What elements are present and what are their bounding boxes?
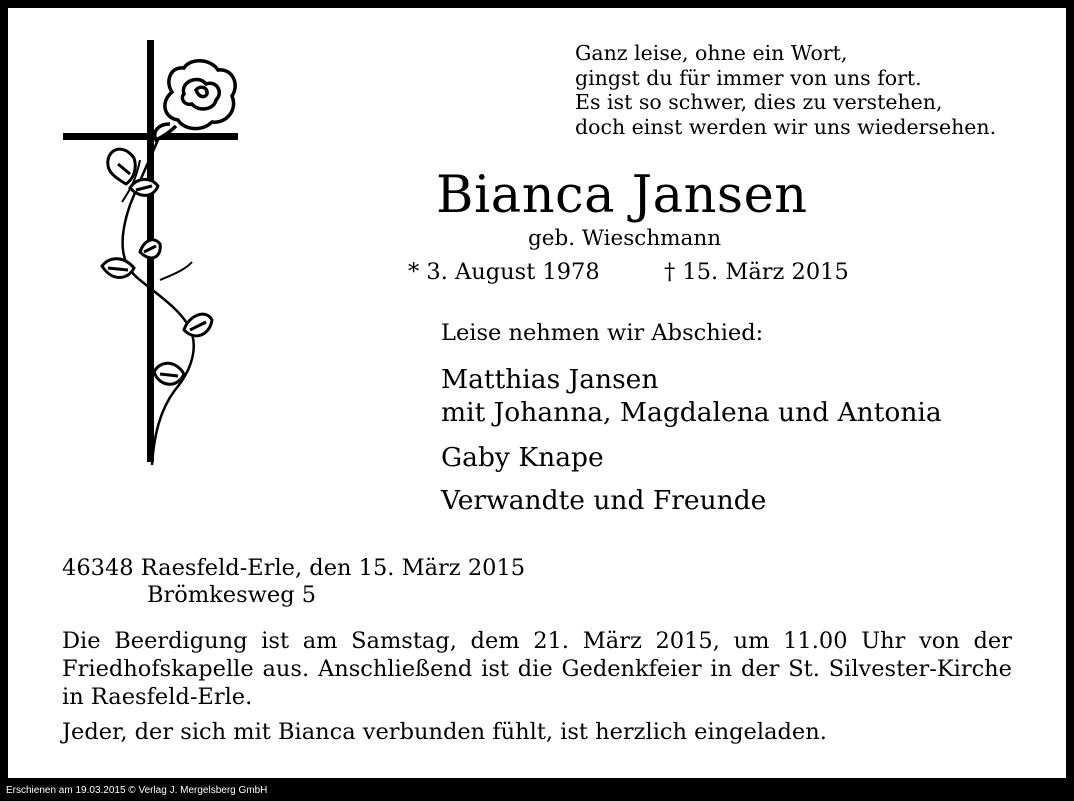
death-date: † 15. März 2015 [664,259,849,285]
mourner-line: Matthias Jansen [441,364,659,395]
poem [575,41,996,139]
mourner-line: mit Johanna, Magdalena und Antonia [441,397,942,428]
poem-line: gingst du für immer von uns fort. [575,65,922,90]
place-and-date: 46348 Raesfeld-Erle, den 15. März 2015 [62,555,526,581]
obituary-notice [8,8,1066,778]
invitation: Jeder, der sich mit Bianca verbunden fühlt, ist herzlich eingeladen. [62,719,827,745]
funeral-details: Die Beerdigung ist am Samstag, dem 21. März 2015, um 11.00 Uhr von der Friedhofskapelle aus. Anschließend ist die Gedenkfeier in der St. Silvester-Kirche in Raesfeld-Erle. [62,628,1012,710]
street-address: Brömkesweg 5 [147,582,317,608]
publication-footer: Erschienen am 19.03.2015 © Verlag J. Mergelsberg GmbH [6,785,268,796]
poem-line: Ganz leise, ohne ein Wort, [575,41,848,65]
farewell-intro: Leise nehmen wir Abschied: [441,320,764,346]
birth-name: geb. Wieschmann [528,226,722,251]
deceased-name: Bianca Jansen [436,166,808,225]
mourner-line: Verwandte und Freunde [441,485,767,516]
poem-line: Es ist so schwer, dies zu verstehen, [575,90,943,114]
birth-date: * 3. August 1978 [408,259,600,285]
poem-line: doch einst werden wir uns wiedersehen. [575,114,997,139]
cross-with-rose-icon [60,40,250,472]
mourner-line: Gaby Knape [441,442,604,473]
